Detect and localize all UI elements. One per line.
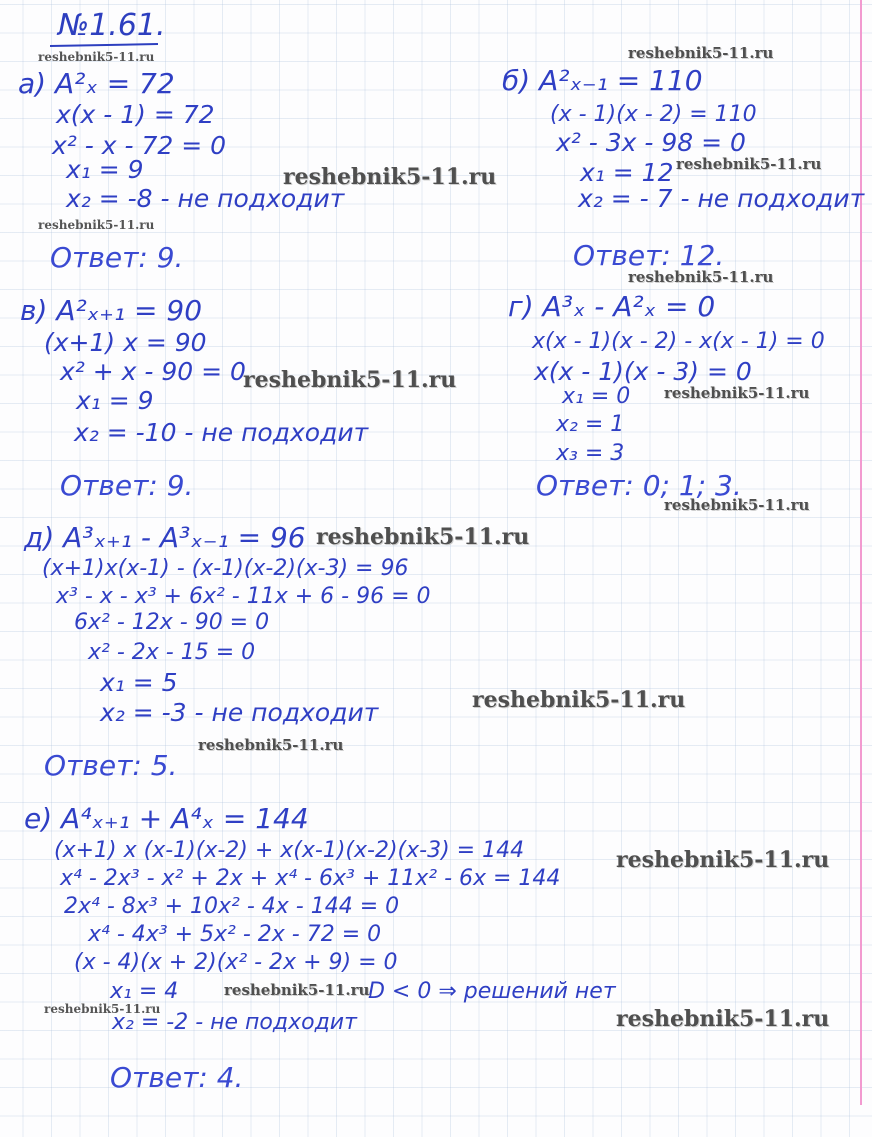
part-e-line-3: x⁴ - 2x³ - x² + 2x + x⁴ - 6x³ + 11x² - 6x = 144 xyxy=(60,866,561,891)
part-e-line-2: (x+1) x (x-1)(x-2) + x(x-1)(x-2)(x-3) = 144 xyxy=(54,838,525,863)
part-v-line-4: x₁ = 9 xyxy=(76,386,154,415)
watermark: reshebnik5-11.ru xyxy=(38,218,155,232)
part-v-line-2: (x+1) x = 90 xyxy=(44,328,207,357)
part-b-line-5: x₂ = - 7 - не подходит xyxy=(578,184,865,213)
part-d-line-7: x₂ = -3 - не подходит xyxy=(100,698,379,727)
part-b-line-4: x₁ = 12 xyxy=(580,158,674,187)
part-b-line-1: б) A²ₓ₋₁ = 110 xyxy=(502,64,703,97)
part-e-line-9: x₂ = -2 - не подходит xyxy=(112,1010,357,1035)
part-a-line-4: x₁ = 9 xyxy=(66,155,144,184)
watermark: reshebnik5-11.ru xyxy=(283,164,497,190)
part-b-line-3: x² - 3x - 98 = 0 xyxy=(556,128,746,157)
part-e-line-7: x₁ = 4 xyxy=(110,979,179,1004)
part-d-line-4: 6x² - 12x - 90 = 0 xyxy=(74,610,270,635)
part-g-line-5: x₂ = 1 xyxy=(556,412,625,437)
part-e-answer: Ответ: 4. xyxy=(110,1061,244,1094)
part-a-line-1: а) A²ₓ = 72 xyxy=(18,67,175,100)
part-d-line-6: x₁ = 5 xyxy=(100,668,178,697)
part-v-line-3: x² + x - 90 = 0 xyxy=(60,357,246,386)
part-a-answer: Ответ: 9. xyxy=(50,241,184,274)
watermark: reshebnik5-11.ru xyxy=(198,736,344,754)
watermark: reshebnik5-11.ru xyxy=(224,981,370,999)
part-v-line-5: x₂ = -10 - не подходит xyxy=(74,418,369,447)
watermark: reshebnik5-11.ru xyxy=(616,1006,830,1032)
part-d-answer: Ответ: 5. xyxy=(44,749,178,782)
part-g-line-6: x₃ = 3 xyxy=(556,441,625,466)
watermark: reshebnik5-11.ru xyxy=(616,847,830,873)
part-e-line-8: D < 0 ⇒ решений нет xyxy=(368,979,616,1004)
watermark: reshebnik5-11.ru xyxy=(664,496,810,514)
part-a-line-2: x(x - 1) = 72 xyxy=(56,100,215,129)
problem-title: №1.61. xyxy=(58,8,166,43)
watermark: reshebnik5-11.ru xyxy=(316,524,530,550)
watermark: reshebnik5-11.ru xyxy=(38,50,155,64)
part-e-line-6: (x - 4)(x + 2)(x² - 2x + 9) = 0 xyxy=(74,950,398,975)
part-e-line-5: x⁴ - 4x³ + 5x² - 2x - 72 = 0 xyxy=(88,922,382,947)
part-g-line-4: x₁ = 0 xyxy=(562,384,631,409)
part-b-line-2: (x - 1)(x - 2) = 110 xyxy=(550,102,757,127)
part-g-answer: Ответ: 0; 1; 3. xyxy=(536,469,742,502)
part-d-line-1: д) A³ₓ₊₁ - A³ₓ₋₁ = 96 xyxy=(24,521,306,554)
part-g-line-2: x(x - 1)(x - 2) - x(x - 1) = 0 xyxy=(532,329,825,354)
part-e-line-4: 2x⁴ - 8x³ + 10x² - 4x - 144 = 0 xyxy=(64,894,400,919)
part-g-line-3: x(x - 1)(x - 3) = 0 xyxy=(534,357,752,386)
watermark: reshebnik5-11.ru xyxy=(628,44,774,62)
part-e-line-1: е) A⁴ₓ₊₁ + A⁴ₓ = 144 xyxy=(24,802,309,835)
watermark: reshebnik5-11.ru xyxy=(472,687,686,713)
part-d-line-2: (x+1)x(x-1) - (x-1)(x-2)(x-3) = 96 xyxy=(42,556,409,581)
part-b-answer: Ответ: 12. xyxy=(573,239,725,272)
watermark: reshebnik5-11.ru xyxy=(243,367,457,393)
page-margin-line xyxy=(860,0,862,1105)
part-d-line-3: x³ - x - x³ + 6x² - 11x + 6 - 96 = 0 xyxy=(56,584,431,609)
watermark: reshebnik5-11.ru xyxy=(44,1002,161,1016)
part-d-line-5: x² - 2x - 15 = 0 xyxy=(88,640,256,665)
watermark: reshebnik5-11.ru xyxy=(676,155,822,173)
part-a-line-5: x₂ = -8 - не подходит xyxy=(66,184,345,213)
title-underline xyxy=(50,43,158,47)
part-v-answer: Ответ: 9. xyxy=(60,469,194,502)
part-g-line-1: г) A³ₓ - A²ₓ = 0 xyxy=(508,290,716,323)
watermark: reshebnik5-11.ru xyxy=(664,384,810,402)
part-v-line-1: в) A²ₓ₊₁ = 90 xyxy=(20,294,203,327)
watermark: reshebnik5-11.ru xyxy=(628,268,774,286)
part-a-line-3: x² - x - 72 = 0 xyxy=(52,131,226,160)
